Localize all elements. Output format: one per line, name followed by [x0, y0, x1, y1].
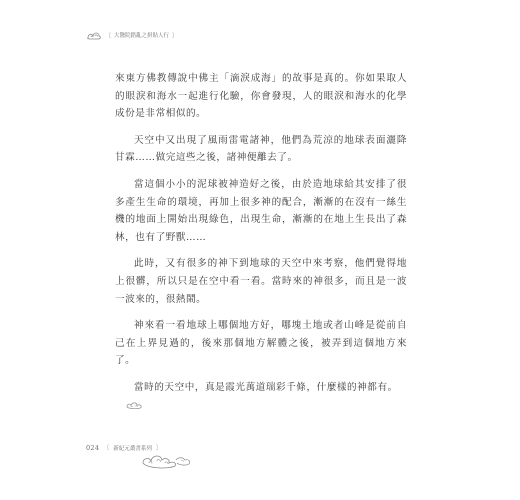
body-text — [115, 70, 407, 414]
header-bracket-right: 〕 — [172, 32, 179, 40]
paragraph-6-wrap — [115, 379, 407, 414]
footer-bracket-right: 〕 — [155, 445, 162, 452]
paragraph-6: 當時的天空中，真是霞光萬道瑞彩千條，什麼樣的神都有。 — [134, 381, 398, 393]
footer-series-title: 新紀元叢書系列 — [113, 445, 152, 452]
running-header-title: 大醫院錯亂之拼貼人行 — [114, 33, 170, 39]
cloud-scroll-ornament-icon — [86, 27, 102, 43]
paragraph-5: 神來看一看地球上哪個地方好，哪塊土地或者山峰是從前自己在上界見過的，後來那個地方解體之後，被弄到這個地方來了。 — [115, 320, 407, 367]
cloud-end-ornament-icon — [125, 399, 145, 411]
footer-bracket-left: 〔 — [103, 445, 110, 452]
paragraph-3: 當這個小小的泥球被神造好之後，由於造地球給其安排了很多產生生命的環境，再加上很多神的配合，漸漸的在沒有一絲生機的地面上開始出現綠色，出現生命，漸漸的在地上生長出了森林，也有了野獸…… — [115, 178, 407, 243]
paragraph-4: 此時，又有很多的神下到地球的天空中來考察，他們覺得地上很髒，所以只是在空中看一看。當時來的神很多，而且是一波一波來的，很熱鬧。 — [115, 258, 407, 305]
cloud-footer-ornament-icon — [140, 448, 194, 470]
header-bracket-left: 〔 — [105, 32, 112, 40]
paragraph-2: 天空中又出現了風雨雷電諸神，他們為荒涼的地球表面灑降甘霖……做完這些之後，諸神便離去了。 — [115, 134, 407, 164]
paragraph-1: 來東方佛教傳說中佛主「滴淚成海」的故事是真的。你如果取人的眼淚和海水一起進行化驗，你會發現，人的眼淚和海水的化學成份是非常相似的。 — [115, 73, 407, 120]
page-number: 024 — [86, 443, 100, 452]
running-header — [86, 27, 178, 43]
